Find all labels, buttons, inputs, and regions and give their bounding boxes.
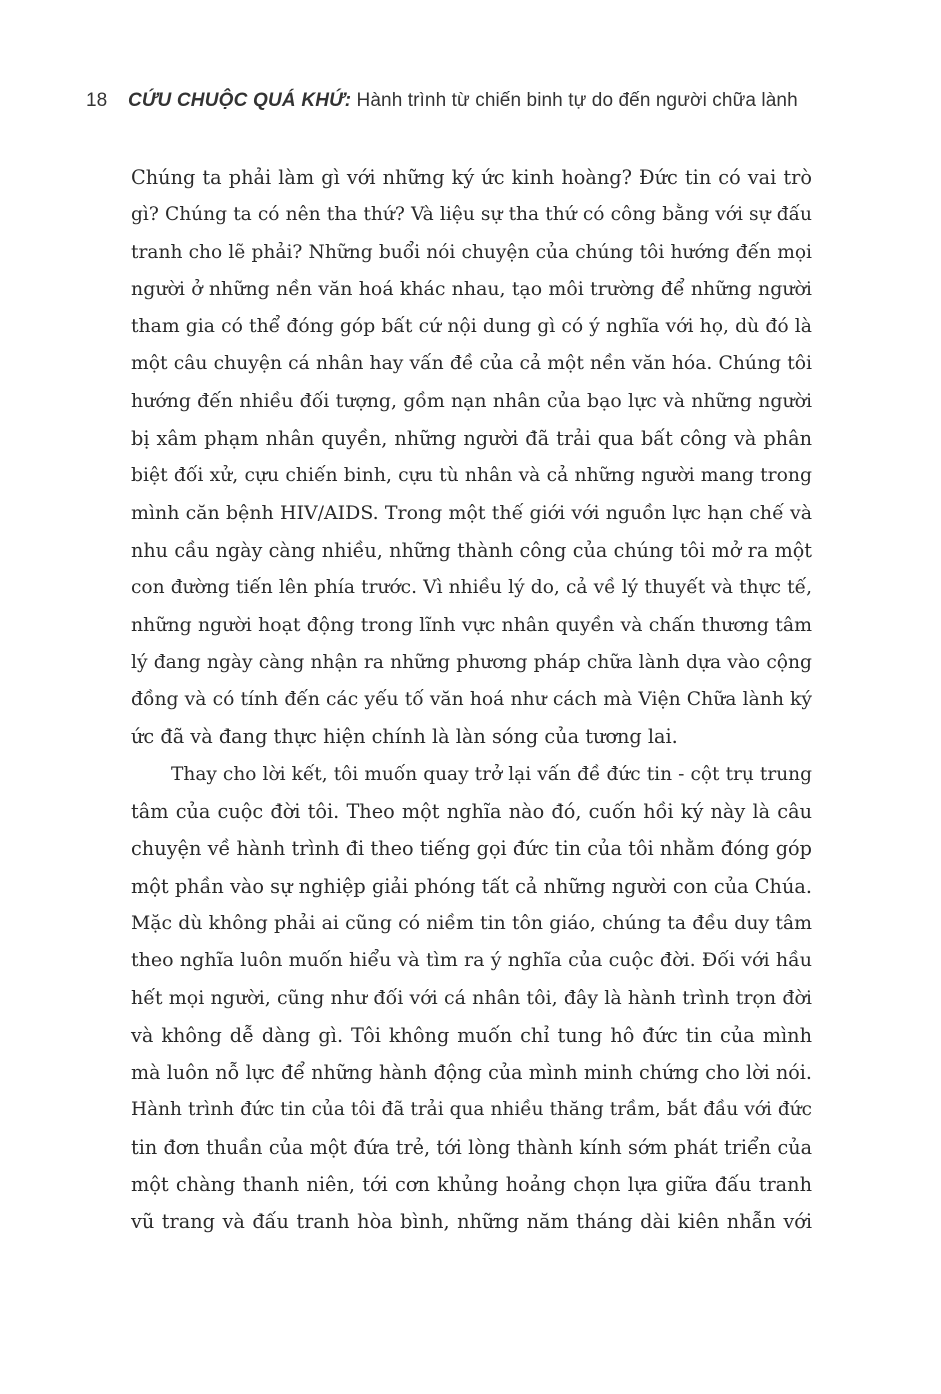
text-line: người ở những nền văn hoá khác nhau, tạo môi trường để những người [131, 277, 812, 300]
text-line: tham gia có thể đóng góp bất cứ nội dung gì có ý nghĩa với họ, dù đó là [131, 316, 812, 338]
text-line: hướng đến nhiều đối tượng, gồm nạn nhân của bạo lực và những người [131, 389, 812, 412]
text-line: tâm của cuộc đời tôi. Theo một nghĩa nào đó, cuốn hồi ký này là câu [131, 800, 812, 824]
page-number: 18 [86, 90, 108, 111]
text-line: tranh cho lẽ phải? Những buổi nói chuyện của chúng tôi hướng đến mọi [131, 241, 812, 263]
text-line: bị xâm phạm nhân quyền, những người đã trải qua bất công và phân [131, 427, 812, 451]
text-line: Hành trình đức tin của tôi đã trải qua nhiều thăng trầm, bắt đầu với đức [131, 1099, 812, 1121]
text-line: Mặc dù không phải ai cũng có niềm tin tôn giáo, chúng ta đều duy tâm [131, 912, 812, 934]
text-line: và không dễ dàng gì. Tôi không muốn chỉ tung hô đức tin của mình [131, 1023, 812, 1047]
running-header [86, 86, 846, 116]
text-line: một chàng thanh niên, tới cơn khủng hoảng chọn lựa giữa đấu tranh [131, 1173, 812, 1197]
book-title: CỨU CHUỘC QUÁ KHỨ: [128, 90, 352, 111]
text-line: lý đang ngày càng nhận ra những phương pháp chữa lành dựa vào cộng [131, 651, 812, 673]
body-text [131, 159, 812, 1241]
text-line: một câu chuyện cá nhân hay vấn đề của cả một nền văn hóa. Chúng tôi [131, 353, 812, 375]
text-line: ức đã và đang thực hiện chính là làn sóng của tương lai. [131, 725, 678, 749]
text-line: mà luôn nỗ lực để những hành động của mình minh chứng cho lời nói. [131, 1061, 812, 1085]
text-line: gì? Chúng ta có nên tha thứ? Và liệu sự tha thứ có công bằng với sự đấu [131, 204, 812, 226]
paragraph-2 [131, 756, 812, 1241]
text-line: mình căn bệnh HIV/AIDS. Trong một thế giới với nguồn lực hạn chế và [131, 501, 812, 524]
text-line: Thay cho lời kết, tôi muốn quay trở lại vấn đề đức tin - cột trụ trung [171, 763, 812, 785]
book-subtitle: Hành trình từ chiến binh tự do đến người chữa lành [356, 90, 798, 111]
text-line: đồng và có tính đến các yếu tố văn hoá như cách mà Viện Chữa lành ký [131, 689, 812, 711]
text-line: vũ trang và đấu tranh hòa bình, những năm tháng dài kiên nhẫn với [131, 1210, 812, 1234]
text-line: những người hoạt động trong lĩnh vực nhân quyền và chấn thương tâm [131, 613, 812, 636]
text-line: theo nghĩa luôn muốn hiểu và tìm ra ý nghĩa của cuộc đời. Đối với hầu [131, 949, 812, 972]
text-line: một phần vào sự nghiệp giải phóng tất cả những người con của Chúa. [131, 874, 812, 898]
text-line: biệt đối xử, cựu chiến binh, cựu tù nhân và cả những người mang trong [131, 465, 812, 487]
paragraph-1 [131, 159, 812, 756]
text-line: chuyện về hành trình đi theo tiếng gọi đức tin của tôi nhằm đóng góp [131, 837, 812, 861]
text-line: Chúng ta phải làm gì với những ký ức kinh hoàng? Đức tin có vai trò [131, 166, 812, 189]
text-line: nhu cầu ngày càng nhiều, những thành công của chúng tôi mở ra một [131, 538, 812, 562]
text-line: con đường tiến lên phía trước. Vì nhiều lý do, cả về lý thuyết và thực tế, [131, 577, 812, 599]
text-line: tin đơn thuần của một đứa trẻ, tới lòng thành kính sớm phát triển của [131, 1135, 812, 1159]
text-line: hết mọi người, cũng như đối với cá nhân tôi, đây là hành trình trọn đời [131, 986, 812, 1009]
